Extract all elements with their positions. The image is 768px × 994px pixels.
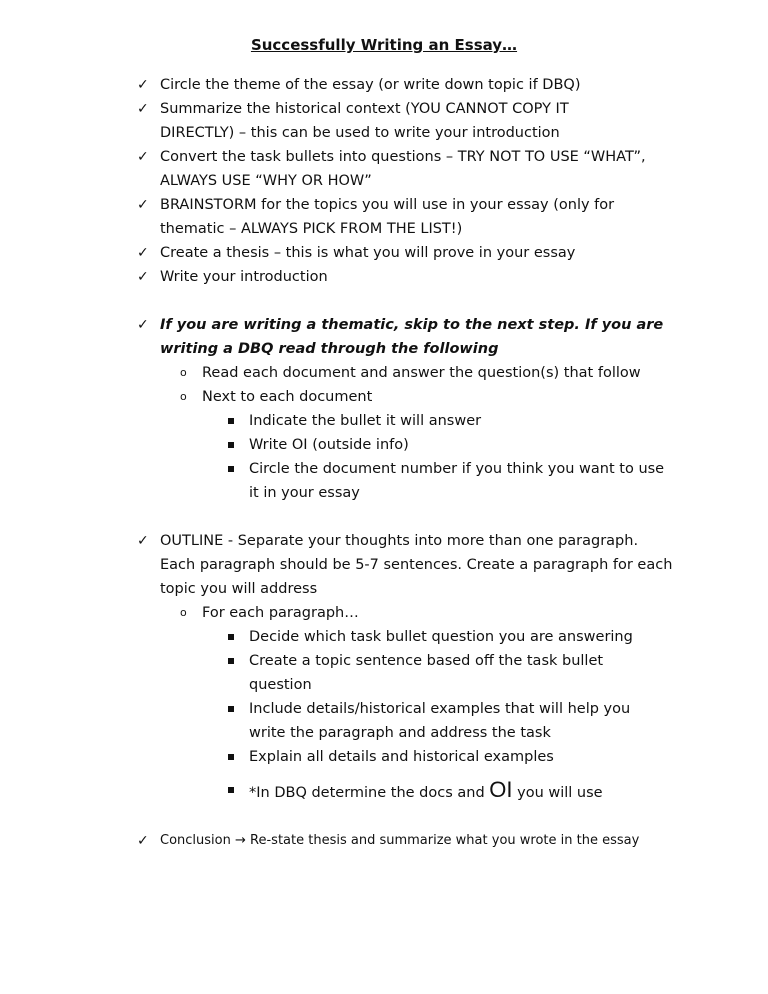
outline-step-cont-1 (160, 553, 680, 577)
outline-bullet-2 (249, 649, 669, 673)
step-6 (137, 265, 680, 289)
dbq-sub-2 (180, 385, 672, 409)
conclusion-label: Conclusion (160, 833, 231, 848)
step-4 (137, 193, 680, 217)
checkmark-icon: ✓ (137, 197, 149, 213)
bullet-text: Create a topic sentence based off the task bullet (249, 653, 604, 669)
step-4-cont (160, 217, 680, 241)
checkmark-icon: ✓ (137, 833, 149, 849)
bullet-text: write the paragraph and address the task (249, 725, 551, 741)
checkmark-icon: ✓ (137, 317, 149, 333)
dbq-sub-1 (180, 361, 672, 385)
bullet-text-pre: *In DBQ determine the docs and (249, 785, 485, 801)
outline-bullet-4 (249, 745, 669, 769)
square-bullet-icon (228, 706, 234, 712)
step-3 (137, 145, 680, 169)
outline-bullet-3 (249, 697, 669, 721)
dbq-bullet-3 (249, 457, 669, 481)
square-bullet-icon (228, 634, 234, 640)
outline-bullet-1 (249, 625, 669, 649)
step-2 (137, 97, 680, 121)
conclusion-text: Re-state thesis and summarize what you wrote in the essay (250, 833, 640, 848)
square-bullet-icon (228, 418, 234, 424)
bullet-text: Write OI (outside info) (249, 437, 409, 453)
bullet-text: Decide which task bullet question you are answering (249, 629, 633, 645)
bullet-text: Indicate the bullet it will answer (249, 413, 482, 429)
outline-text: OUTLINE - Separate your thoughts into more than one paragraph. (160, 533, 639, 549)
bullet-text-post: you will use (517, 785, 603, 801)
step-text: Circle the theme of the essay (or write down topic if DBQ) (160, 77, 581, 93)
step-2-cont (160, 121, 680, 145)
outline-bullet-5 (249, 778, 669, 805)
square-bullet-icon (228, 787, 234, 793)
outline-text: topic you will address (160, 581, 318, 597)
checkmark-icon: ✓ (137, 77, 149, 93)
circle-bullet-icon: o (180, 366, 187, 379)
checkmark-icon: ✓ (137, 245, 149, 261)
page-title: Successfully Writing an Essay… (250, 36, 518, 54)
dbq-bullet-3-cont (249, 481, 669, 505)
outline-sub (180, 601, 672, 625)
step-text: thematic – ALWAYS PICK FROM THE LIST!) (160, 221, 463, 237)
square-bullet-icon (228, 466, 234, 472)
step-text: Summarize the historical context (YOU CANNOT COPY IT (160, 101, 569, 117)
step-text: ALWAYS USE “WHY OR HOW” (160, 173, 372, 189)
bullet-text: Circle the document number if you think you want to use (249, 461, 665, 477)
dbq-bullet-2 (249, 433, 669, 457)
square-bullet-icon (228, 754, 234, 760)
square-bullet-icon (228, 658, 234, 664)
dbq-instruction (137, 313, 680, 337)
conclusion-step (137, 829, 720, 853)
square-bullet-icon (228, 442, 234, 448)
bullet-text: Include details/historical examples that will help you (249, 701, 631, 717)
step-text: Write your introduction (160, 269, 328, 285)
step-text: BRAINSTORM for the topics you will use in your essay (only for (160, 197, 615, 213)
sub-text: For each paragraph… (202, 605, 359, 621)
step-text: Convert the task bullets into questions – TRY NOT TO USE “WHAT”, (160, 149, 646, 165)
step-text: DIRECTLY) – this can be used to write your introduction (160, 125, 560, 141)
circle-bullet-icon: o (180, 390, 187, 403)
arrow-icon: → (235, 833, 246, 848)
checkmark-icon: ✓ (137, 149, 149, 165)
checkmark-icon: ✓ (137, 533, 149, 549)
step-5 (137, 241, 680, 265)
dbq-text: If you are writing a thematic, skip to the next step. If you are (160, 317, 664, 333)
bullet-text: Explain all details and historical examples (249, 749, 554, 765)
step-1 (137, 73, 680, 97)
oi-text: OI (489, 777, 513, 802)
checkmark-icon: ✓ (137, 101, 149, 117)
dbq-instruction-cont (160, 337, 680, 361)
checkmark-icon: ✓ (137, 269, 149, 285)
dbq-bullet-1 (249, 409, 669, 433)
sub-text: Next to each document (202, 389, 373, 405)
outline-bullet-2-cont (249, 673, 669, 697)
outline-step-cont-2 (160, 577, 680, 601)
dbq-text: writing a DBQ read through the following (160, 341, 499, 357)
sub-text: Read each document and answer the question(s) that follow (202, 365, 641, 381)
outline-step (137, 529, 680, 553)
step-3-cont (160, 169, 680, 193)
outline-text: Each paragraph should be 5-7 sentences. Create a paragraph for each (160, 557, 673, 573)
outline-bullet-3-cont (249, 721, 669, 745)
bullet-text: question (249, 677, 312, 693)
step-text: Create a thesis – this is what you will prove in your essay (160, 245, 576, 261)
bullet-text: it in your essay (249, 485, 360, 501)
circle-bullet-icon: o (180, 606, 187, 619)
